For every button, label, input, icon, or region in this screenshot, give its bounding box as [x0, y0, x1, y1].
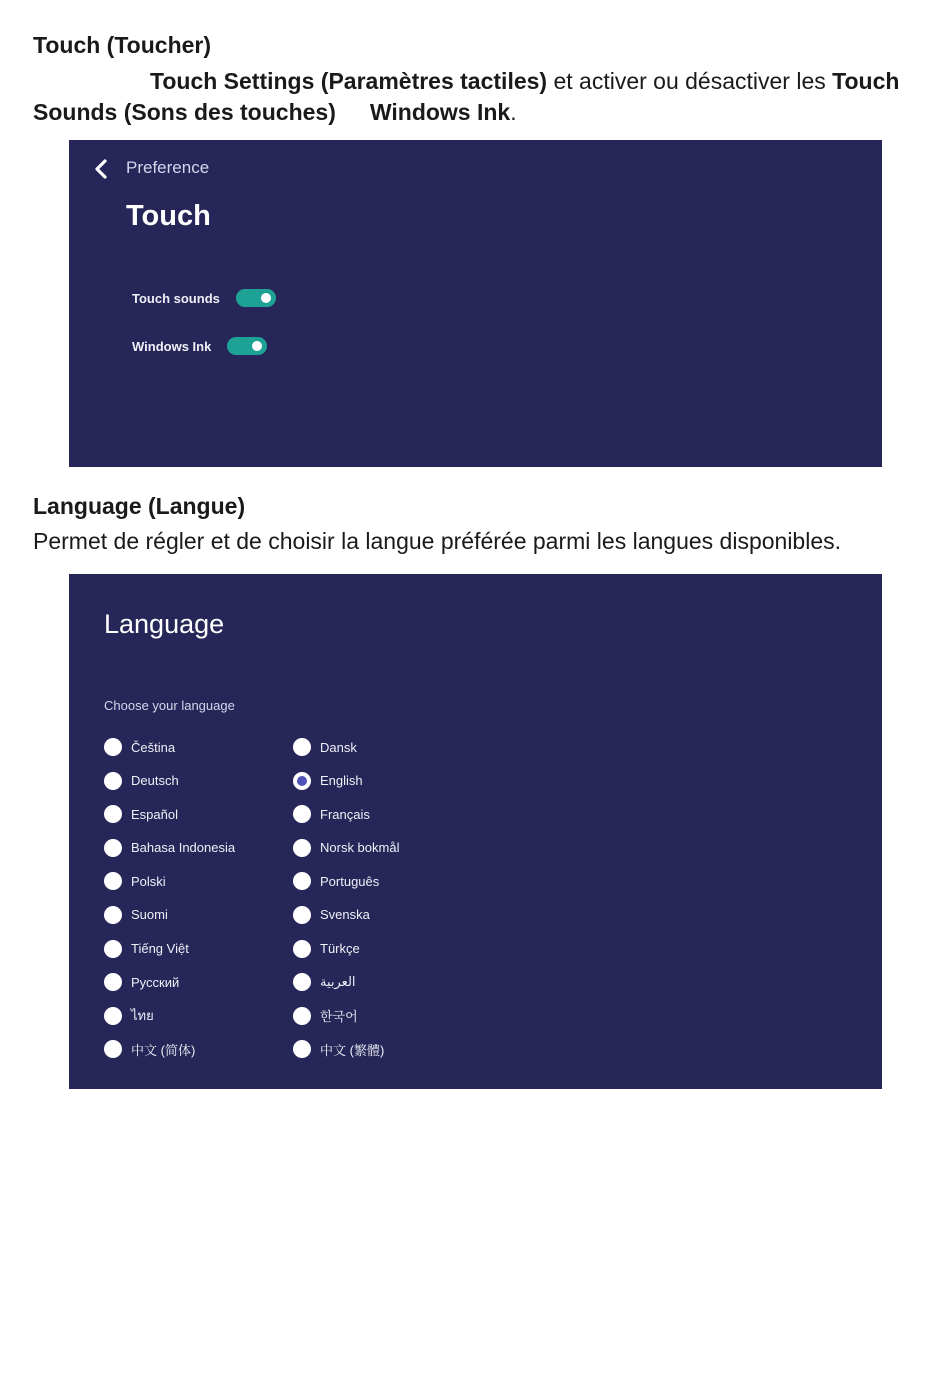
- touch-heading: Touch (Toucher): [33, 32, 212, 58]
- language-option-label: ไทย: [131, 1008, 154, 1024]
- language-option[interactable]: [293, 938, 493, 960]
- language-option[interactable]: [104, 938, 293, 960]
- radio-unselected-icon[interactable]: [293, 940, 311, 958]
- language-option-label: Norsk bokmål: [320, 840, 400, 856]
- toggle-knob: [252, 341, 262, 351]
- language-option[interactable]: [104, 770, 293, 792]
- touch-sounds-toggle[interactable]: [236, 289, 276, 307]
- language-option[interactable]: [104, 803, 293, 825]
- radio-unselected-icon[interactable]: [104, 940, 122, 958]
- language-heading: Language (Langue): [33, 493, 246, 519]
- touch-description-end: .: [510, 99, 517, 125]
- radio-unselected-icon[interactable]: [104, 805, 122, 823]
- language-option-label: العربية: [320, 974, 356, 990]
- radio-unselected-icon[interactable]: [293, 738, 311, 756]
- radio-unselected-icon[interactable]: [104, 973, 122, 991]
- windows-ink-term: Windows Ink: [369, 99, 511, 125]
- language-option[interactable]: [293, 770, 493, 792]
- language-option[interactable]: [293, 971, 493, 993]
- language-option-label: Polski: [131, 873, 166, 889]
- radio-unselected-icon[interactable]: [293, 1007, 311, 1025]
- language-option[interactable]: [293, 1038, 493, 1060]
- language-page-title: Language: [104, 609, 225, 639]
- language-option-label: 한국어: [320, 1009, 358, 1025]
- language-options-grid: [104, 736, 493, 1072]
- language-option[interactable]: [104, 1005, 293, 1027]
- touch-settings-screenshot: [69, 140, 882, 467]
- language-option[interactable]: [104, 837, 293, 859]
- touch-sounds-term: Touch Sounds (Sons des touches): [33, 68, 900, 125]
- language-option-label: Tiếng Việt: [131, 941, 189, 957]
- radio-unselected-icon[interactable]: [104, 839, 122, 857]
- windows-ink-label: Windows Ink: [132, 338, 212, 354]
- radio-unselected-icon[interactable]: [104, 1007, 122, 1025]
- radio-unselected-icon[interactable]: [293, 1040, 311, 1058]
- language-option-label: Suomi: [131, 907, 168, 923]
- language-option[interactable]: [104, 736, 293, 758]
- language-settings-screenshot: [69, 574, 882, 1089]
- language-option-label: Español: [131, 806, 178, 822]
- language-option-label: Čeština: [131, 739, 176, 755]
- touch-description: [33, 66, 913, 128]
- language-option-label: 中文 (简体): [131, 1042, 196, 1058]
- language-option[interactable]: [104, 1038, 293, 1060]
- windows-ink-row: [132, 337, 267, 355]
- language-option[interactable]: [104, 904, 293, 926]
- language-option[interactable]: [293, 803, 493, 825]
- language-option-label: Français: [320, 806, 370, 822]
- language-option[interactable]: [293, 1005, 493, 1027]
- radio-unselected-icon[interactable]: [293, 906, 311, 924]
- back-arrow-icon[interactable]: [91, 158, 113, 180]
- radio-unselected-icon[interactable]: [293, 839, 311, 857]
- radio-unselected-icon[interactable]: [104, 1040, 122, 1058]
- radio-unselected-icon[interactable]: [104, 772, 122, 790]
- radio-unselected-icon[interactable]: [293, 805, 311, 823]
- breadcrumb-preference[interactable]: Preference: [126, 158, 210, 177]
- radio-unselected-icon[interactable]: [104, 738, 122, 756]
- language-option[interactable]: [293, 837, 493, 859]
- touch-description-text: et activer ou désactiver les: [547, 68, 833, 94]
- language-option-label: Русский: [131, 974, 180, 990]
- language-option-label: Türkçe: [320, 941, 360, 957]
- language-option[interactable]: [104, 971, 293, 993]
- language-option[interactable]: [293, 870, 493, 892]
- language-option[interactable]: [293, 904, 493, 926]
- language-option-label: English: [320, 773, 363, 789]
- language-option[interactable]: [104, 870, 293, 892]
- radio-unselected-icon[interactable]: [104, 906, 122, 924]
- touch-settings-term: Touch Settings (Paramètres tactiles): [150, 68, 548, 94]
- language-option[interactable]: [293, 736, 493, 758]
- language-description: Permet de régler et de choisir la langue préférée parmi les langues disponibles.: [33, 528, 842, 554]
- language-option-label: 中文 (繁體): [320, 1042, 385, 1058]
- toggle-knob: [261, 293, 271, 303]
- touch-sounds-label: Touch sounds: [132, 290, 220, 306]
- touch-sounds-row: [132, 289, 276, 307]
- language-option-label: Deutsch: [131, 773, 179, 789]
- radio-unselected-icon[interactable]: [293, 872, 311, 890]
- windows-ink-toggle[interactable]: [227, 337, 267, 355]
- language-option-label: Português: [320, 873, 380, 889]
- language-option-label: Dansk: [320, 739, 357, 755]
- choose-language-label: Choose your language: [104, 698, 235, 713]
- language-option-label: Bahasa Indonesia: [131, 840, 236, 856]
- radio-unselected-icon[interactable]: [104, 872, 122, 890]
- touch-page-title: Touch: [126, 200, 211, 232]
- radio-unselected-icon[interactable]: [293, 973, 311, 991]
- language-option-label: Svenska: [320, 907, 370, 923]
- radio-selected-icon[interactable]: [293, 772, 311, 790]
